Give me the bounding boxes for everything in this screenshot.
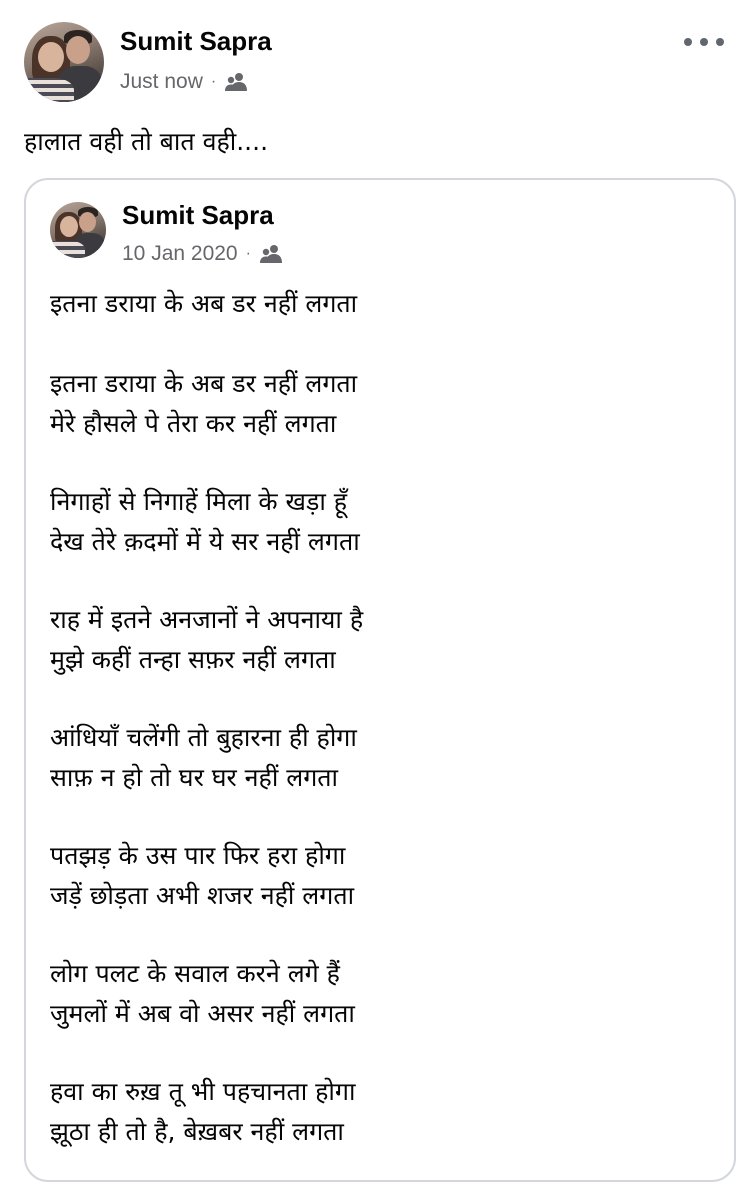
post-header <box>24 22 724 106</box>
poem-stanza <box>50 954 710 1034</box>
meta-separator: · <box>245 245 251 262</box>
poem-line: लोग पलट के सवाल करने लगे हैं <box>50 959 340 988</box>
shared-author-avatar[interactable] <box>50 202 106 258</box>
poem-stanza <box>50 1072 710 1152</box>
poem-line: निगाहों से निगाहें मिला के खड़ा हूँ <box>50 487 348 516</box>
shared-post-text <box>50 284 710 1152</box>
post-meta <box>120 70 248 94</box>
poem-line: जुमलों में अब वो असर नहीं लगता <box>50 999 355 1028</box>
friends-icon[interactable] <box>259 244 283 264</box>
shared-post-meta <box>122 242 283 266</box>
shared-post-date[interactable]: 10 Jan 2020 <box>122 242 238 265</box>
poem-stanza <box>50 600 710 680</box>
post-timestamp[interactable]: Just now <box>120 70 203 93</box>
post-caption: हालात वही तो बात वही.... <box>24 127 269 156</box>
shared-author-name[interactable]: Sumit Sapra <box>122 200 274 230</box>
poem-line: पतझड़ के उस पार फिर हरा होगा <box>50 841 346 870</box>
poem-line: राह में इतने अनजानों ने अपनाया है <box>50 605 364 634</box>
poem-stanza <box>50 836 710 916</box>
author-name[interactable]: Sumit Sapra <box>120 26 272 56</box>
poem-line: देख तेरे क़दमों में ये सर नहीं लगता <box>50 527 360 556</box>
shared-post-card[interactable] <box>24 178 736 1182</box>
shared-post-header <box>50 202 650 266</box>
more-options-icon[interactable] <box>684 30 724 54</box>
friends-icon[interactable] <box>224 72 248 92</box>
poem-line: इतना डराया के अब डर नहीं लगता <box>50 369 358 398</box>
poem-title-line: इतना डराया के अब डर नहीं लगता <box>50 289 358 318</box>
poem-stanza <box>50 718 710 798</box>
meta-separator: · <box>210 73 217 90</box>
poem-line: झूठा ही तो है, बेख़बर नहीं लगता <box>50 1117 344 1146</box>
poem-line: जड़ें छोड़ता अभी शजर नहीं लगता <box>50 881 355 910</box>
poem-line: आंधियाँ चलेंगी तो बुहारना ही होगा <box>50 723 357 752</box>
poem-stanza <box>50 364 710 444</box>
poem-line: साफ़ न हो तो घर घर नहीं लगता <box>50 763 339 792</box>
author-avatar[interactable] <box>24 22 104 102</box>
poem-line: हवा का रुख़ तू भी पहचानता होगा <box>50 1077 356 1106</box>
poem-line: मुझे कहीं तन्हा सफ़र नहीं लगता <box>50 645 336 674</box>
poem-line: मेरे हौसले पे तेरा कर नहीं लगता <box>50 409 337 438</box>
poem-stanza <box>50 482 710 562</box>
